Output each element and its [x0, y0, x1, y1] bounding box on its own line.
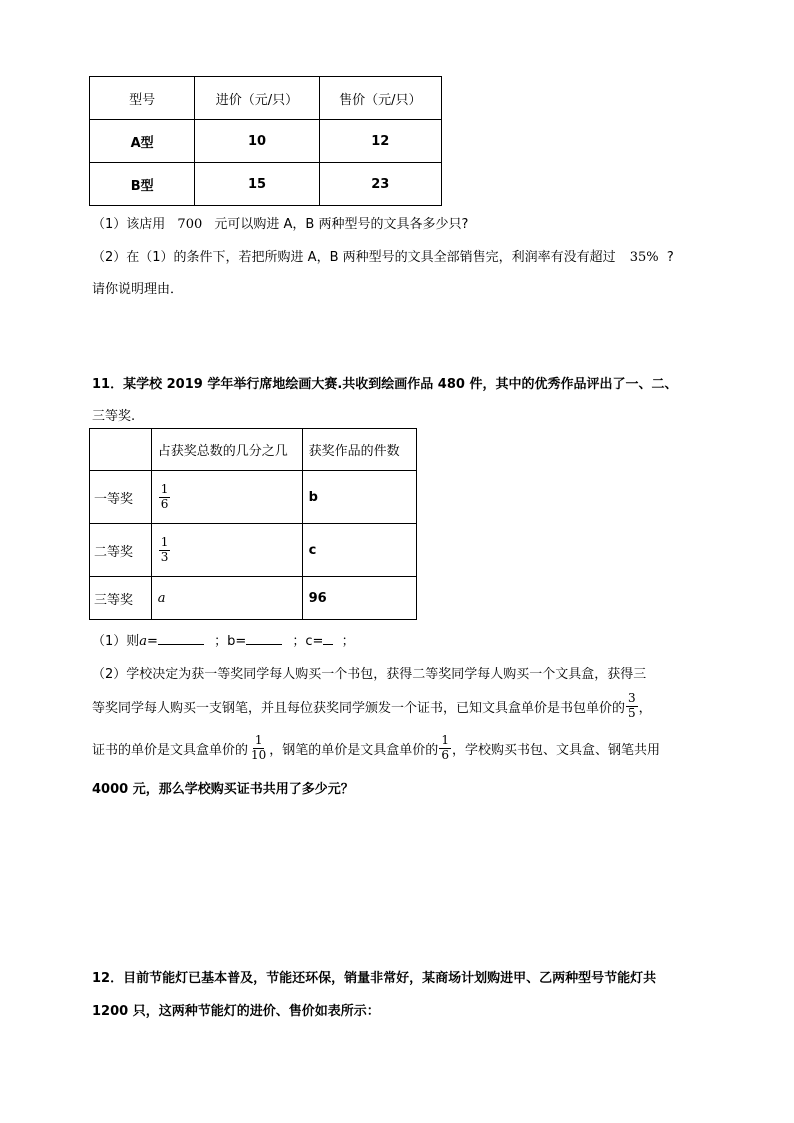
fraction: $\frac{1}{3}$: [160, 534, 169, 564]
q11-part2-line1: （2）学校决定为获一等奖同学每人购买一个书包，获得二等奖同学每人购买一个文具盒，获得三: [92, 667, 647, 682]
q10-part2-cont: 请你说明理由．: [92, 282, 184, 297]
header-count: 获奖作品的件数: [302, 429, 416, 471]
table-row: [90, 120, 442, 163]
q11-p2-line2-comma: ，: [638, 700, 652, 716]
q10-p2-percent: 35%: [629, 250, 659, 265]
answer-blank-c[interactable]: [323, 644, 333, 645]
header-cost-price: 进价（元/只）: [195, 77, 319, 120]
cell-third-prize: 三等奖: [90, 577, 152, 620]
cell-model-a: A型: [90, 120, 195, 163]
cell-third-fraction: a: [151, 577, 302, 620]
cell-first-count: b: [302, 471, 416, 524]
q12-line2: 1200 只，这两种节能灯的进价、售价如表所示：: [92, 1004, 380, 1019]
q10-p1-text-end: 元可以购进 A，B 两种型号的文具各多少只?: [214, 217, 469, 232]
q11-part2-line2: [92, 692, 652, 721]
q11-p1-semicolon: ；: [341, 634, 355, 649]
q10-part2: [92, 246, 674, 265]
header-fraction: 占获奖总数的几分之几: [151, 429, 302, 471]
fraction: $\frac{1}{6}$: [160, 481, 169, 511]
header-sale-price: 售价（元/只）: [319, 77, 441, 120]
table-row: [90, 163, 442, 206]
q11-p1-text: （1）则: [92, 634, 140, 649]
cell-second-count: c: [302, 524, 416, 577]
q11-p2-line3-text-b: ，钢笔的单价是文具盒单价的: [269, 742, 439, 758]
table-row: [90, 577, 417, 620]
q10-p1-number: 700: [177, 217, 203, 232]
header-model: 型号: [90, 77, 195, 120]
q11-part1: [92, 630, 355, 649]
cell-second-prize: 二等奖: [90, 524, 152, 577]
fraction: $\frac{3}{5}$: [628, 691, 636, 720]
q11-p1-c-label: ；c=: [292, 634, 324, 649]
q11-p1-b-label: ；b=: [214, 634, 247, 649]
cell-first-prize: 一等奖: [90, 471, 152, 524]
q10-p2-text: （2）在（1）的条件下，若把所购进 A，B 两种型号的文具全部销售完，利润率有没有超过: [92, 250, 616, 265]
price-table-ab: [89, 76, 442, 206]
cell-cost-a: 10: [195, 120, 319, 163]
q10-p2-qmark: ?: [666, 250, 674, 265]
q11-part2-line3: [92, 734, 660, 763]
header-blank: [90, 429, 152, 471]
cell-second-fraction: [151, 524, 302, 577]
cell-sale-a: 12: [319, 120, 441, 163]
cell-first-fraction: [151, 471, 302, 524]
q12-line1: 12．目前节能灯已基本普及，节能还环保，销量非常好，某商场计划购进甲、乙两种型号节能灯共: [92, 971, 657, 986]
q11-p2-line2-text: 等奖同学每人购买一支钢笔，并且每位获奖同学颁发一个证书，已知文具盒单价是书包单价的: [92, 700, 626, 716]
answer-blank-b[interactable]: [246, 644, 282, 645]
table-row: [90, 524, 417, 577]
answer-blank-a[interactable]: [158, 644, 204, 645]
q11-part2-line4: 4000 元，那么学校购买证书共用了多少元？: [92, 782, 354, 797]
q10-part1: [92, 213, 468, 232]
q11-p1-var-a: a: [139, 634, 148, 649]
q11-p2-line3-text-c: ，学校购买书包、文具盒、钢笔共用: [451, 742, 660, 758]
q11-p1-eq: =: [147, 634, 158, 649]
q11-p2-line3-text-a: 证书的单价是文具盒单价的: [92, 742, 249, 758]
fraction: $\frac{1}{10}$: [251, 733, 267, 762]
cell-model-b: B型: [90, 163, 195, 206]
q11-intro-line2: 三等奖.: [92, 409, 136, 424]
fraction: $\frac{1}{6}$: [441, 733, 449, 762]
cell-third-count: 96: [302, 577, 416, 620]
cell-cost-b: 15: [195, 163, 319, 206]
q10-p1-text: （1）该店用: [92, 217, 166, 232]
award-table: [89, 428, 417, 620]
q11-intro-line1: 11．某学校 2019 学年举行席地绘画大赛.共收到绘画作品 480 件，其中的优秀作品评出了一、二、: [92, 377, 678, 392]
cell-sale-b: 23: [319, 163, 441, 206]
table-row: [90, 471, 417, 524]
